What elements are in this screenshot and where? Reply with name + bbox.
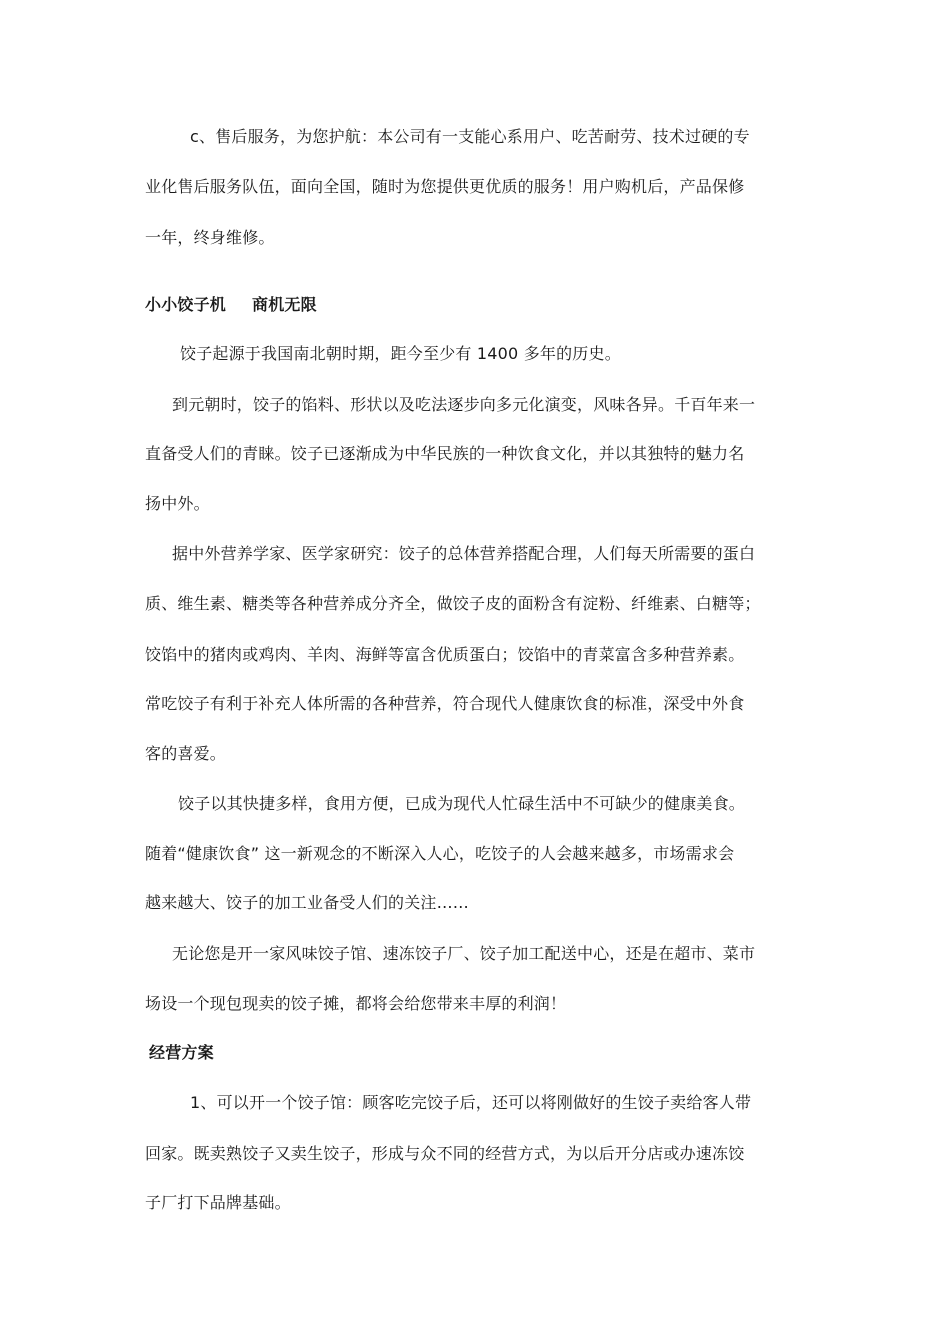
origin-paragraph: 饺子起源于我国南北朝时期，距今至少有 1400 多年的历史。 bbox=[180, 344, 621, 363]
nutrition-line-2: 质、维生素、糖类等各种营养成分齐全，做饺子皮的面粉含有淀粉、纤维素、白糖等； bbox=[145, 594, 761, 613]
nutrition-line-5: 客的喜爱。 bbox=[145, 744, 227, 763]
yuan-dynasty-line-3: 扬中外。 bbox=[145, 494, 210, 513]
plan-line-2: 回家。既卖熟饺子又卖生饺子，形成与众不同的经营方式，为以后开分店或办速冻饺 bbox=[145, 1144, 745, 1163]
after-sales-line-1: c、售后服务，为您护航：本公司有一支能心系用户、吃苦耐劳、技术过硬的专 bbox=[190, 127, 750, 146]
heading-part-1: 小小饺子机 bbox=[145, 295, 227, 314]
after-sales-line-2: 业化售后服务队伍，面向全国，随时为您提供更优质的服务！用户购机后，产品保修 bbox=[145, 177, 745, 196]
after-sales-line-3: 一年，终身维修。 bbox=[145, 228, 275, 247]
convenience-line-3: 越来越大、饺子的加工业备受人们的关注…… bbox=[145, 893, 470, 912]
plan-line-3: 子厂打下品牌基础。 bbox=[145, 1193, 291, 1212]
nutrition-line-1: 据中外营养学家、医学家研究：饺子的总体营养搭配合理，人们每天所需要的蛋白 bbox=[172, 544, 756, 563]
convenience-line-2: 随着“健康饮食” 这一新观念的不断深入人心，吃饺子的人会越来越多，市场需求会 bbox=[145, 844, 735, 863]
nutrition-line-4: 常吃饺子有利于补充人体所需的各种营养，符合现代人健康饮食的标准，深受中外食 bbox=[145, 694, 745, 713]
yuan-dynasty-line-2: 直备受人们的青睐。饺子已逐渐成为中华民族的一种饮食文化，并以其独特的魅力名 bbox=[145, 444, 745, 463]
plan-line-1: 1、可以开一个饺子馆：顾客吃完饺子后，还可以将刚做好的生饺子卖给客人带 bbox=[190, 1093, 752, 1112]
nutrition-line-3: 饺馅中的猪肉或鸡肉、羊肉、海鲜等富含优质蛋白；饺馅中的青菜富含多种营养素。 bbox=[145, 645, 745, 664]
heading-part-2: 商机无限 bbox=[252, 295, 317, 314]
section-heading-business-plan: 经营方案 bbox=[149, 1043, 214, 1062]
convenience-line-1: 饺子以其快捷多样，食用方便，已成为现代人忙碌生活中不可缺少的健康美食。 bbox=[178, 794, 746, 813]
profit-line-2: 场设一个现包现卖的饺子摊，都将会给您带来丰厚的利润！ bbox=[145, 994, 567, 1013]
yuan-dynasty-line-1: 到元朝时，饺子的馅料、形状以及吃法逐步向多元化演变，风味各异。千百年来一 bbox=[172, 395, 756, 414]
profit-line-1: 无论您是开一家风味饺子馆、速冻饺子厂、饺子加工配送中心，还是在超市、菜市 bbox=[172, 944, 756, 963]
section-heading-dumpling-machine bbox=[145, 295, 317, 315]
